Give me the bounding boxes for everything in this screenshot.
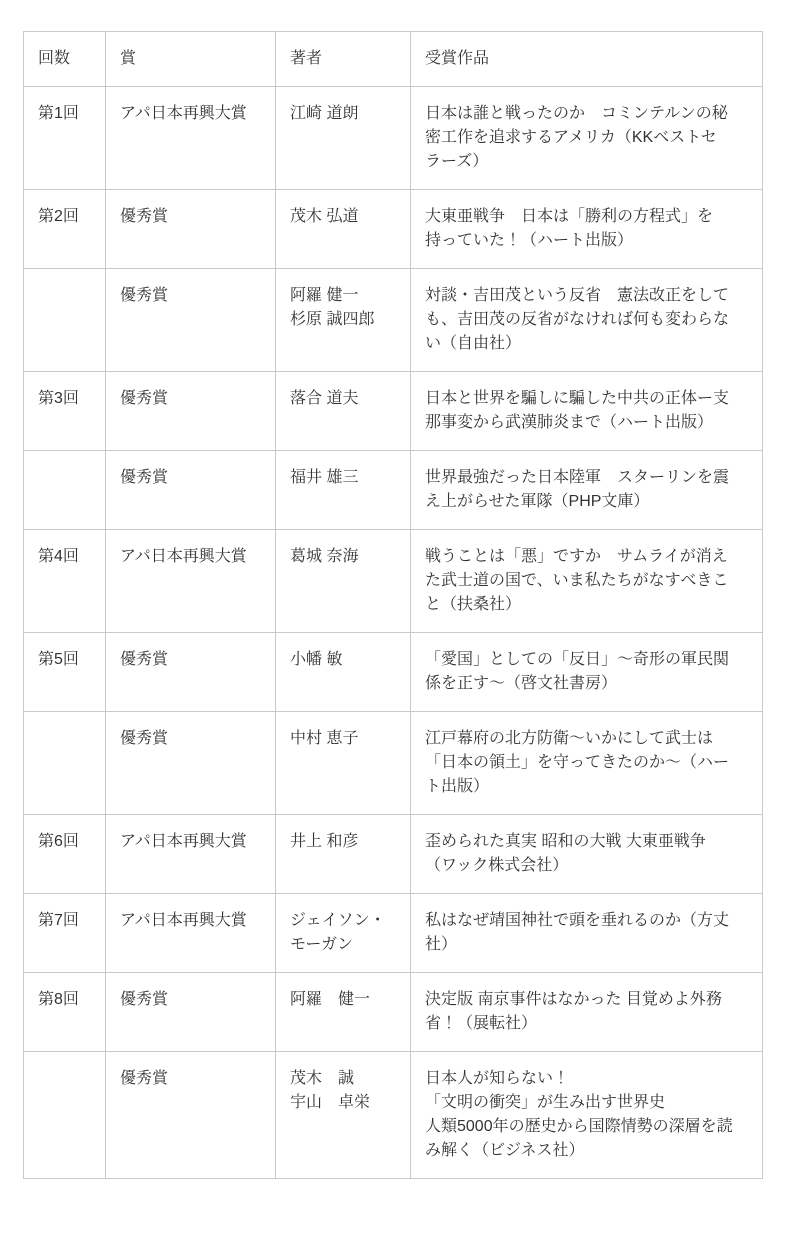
author-cell [276,190,411,269]
table-row [24,712,763,815]
round-cell: 第4回 [24,530,106,633]
award-cell: アパ日本再興大賞 [106,530,276,633]
work-line: 決定版 南京事件はなかった 目覚めよ外務省！（展転社） [425,991,722,1032]
author-line: 井上 和彦 [290,833,359,850]
award-cell: 優秀賞 [106,973,276,1052]
author-line: 江崎 道朗 [290,105,359,122]
author-line: 杉原 誠四郎 [290,311,375,328]
table-row [24,451,763,530]
work-cell [411,815,763,894]
work-cell [411,633,763,712]
table-header [24,32,763,87]
award-cell: 優秀賞 [106,372,276,451]
author-line: 葛城 奈海 [290,548,359,565]
awards-table-container [23,31,763,1179]
table-row [24,269,763,372]
round-cell: 第2回 [24,190,106,269]
author-cell [276,973,411,1052]
author-line: 落合 道夫 [290,390,359,407]
work-line: 人類5000年の歴史から国際情勢の深層を読み解く（ビジネス社） [425,1118,733,1159]
round-cell [24,451,106,530]
award-cell: 優秀賞 [106,1052,276,1179]
work-line: 私はなぜ靖国神社で頭を垂れるのか（方丈社） [425,912,730,953]
author-line: 阿羅 健一 [290,287,359,304]
work-cell [411,372,763,451]
author-cell [276,894,411,973]
table-row [24,1052,763,1179]
work-cell [411,269,763,372]
work-line: 大東亜戦争 日本は「勝利の方程式」を持っていた！（ハート出版） [425,208,714,249]
col-header-work: 受賞作品 [411,32,763,87]
work-line: 日本と世界を騙しに騙した中共の正体ー支那事変から武漢肺炎まで（ハート出版） [425,390,730,431]
work-cell [411,973,763,1052]
work-line: 対談・吉田茂という反省 憲法改正をしても、吉田茂の反省がなければ何も変わらない（自由社） [425,287,730,352]
table-row [24,190,763,269]
author-cell [276,712,411,815]
work-line: 戦うことは「悪」ですか サムライが消えた武士道の国で、いま私たちがなすべきこと（扶桑社） [425,548,729,613]
round-cell [24,269,106,372]
work-line: 日本人が知らない！ [425,1070,570,1087]
work-line: 歪められた真実 昭和の大戦 大東亜戦争（ワック株式会社） [425,833,706,874]
round-cell: 第1回 [24,87,106,190]
round-cell: 第3回 [24,372,106,451]
award-cell: 優秀賞 [106,190,276,269]
col-header-author: 著者 [276,32,411,87]
table-row [24,372,763,451]
table-row [24,894,763,973]
round-cell: 第6回 [24,815,106,894]
work-cell [411,894,763,973]
awards-table [23,31,763,1179]
work-line: 「愛国」としての「反日」～奇形の軍民関係を正す～（啓文社書房） [425,651,730,692]
author-line: 茂木 弘道 [290,208,359,225]
author-cell [276,372,411,451]
round-cell: 第7回 [24,894,106,973]
round-cell: 第5回 [24,633,106,712]
col-header-round: 回数 [24,32,106,87]
author-cell [276,530,411,633]
author-line: 福井 雄三 [290,469,359,486]
author-line: 中村 恵子 [290,730,359,747]
award-cell: 優秀賞 [106,712,276,815]
table-row [24,973,763,1052]
work-line: 日本は誰と戦ったのか コミンテルンの秘密工作を追求するアメリカ（KKベストセラーズ） [425,105,728,170]
work-line: 江戸幕府の北方防衛～いかにして武士は「日本の領土」を守ってきたのか～（ハート出版） [425,730,730,795]
author-cell [276,87,411,190]
author-line: 阿羅 健一 [290,991,371,1008]
author-cell [276,815,411,894]
work-cell [411,530,763,633]
award-cell: 優秀賞 [106,633,276,712]
table-row [24,633,763,712]
author-line: ジェイソン・モーガン [290,912,386,953]
col-header-award: 賞 [106,32,276,87]
round-cell [24,712,106,815]
author-cell [276,451,411,530]
award-cell: 優秀賞 [106,269,276,372]
award-cell: アパ日本再興大賞 [106,815,276,894]
author-line: 茂木 誠 [290,1070,355,1087]
table-row [24,87,763,190]
work-cell [411,87,763,190]
author-cell [276,633,411,712]
author-cell [276,1052,411,1179]
work-line: 「文明の衝突」が生み出す世界史 [425,1094,666,1111]
header-row [24,32,763,87]
work-line: 世界最強だった日本陸軍 スターリンを震え上がらせた軍隊（PHP文庫） [425,469,730,510]
work-cell [411,712,763,815]
work-cell [411,190,763,269]
author-cell [276,269,411,372]
work-cell [411,1052,763,1179]
work-cell [411,451,763,530]
award-cell: アパ日本再興大賞 [106,894,276,973]
award-cell: 優秀賞 [106,451,276,530]
round-cell [24,1052,106,1179]
round-cell: 第8回 [24,973,106,1052]
author-line: 宇山 卓栄 [290,1094,371,1111]
table-row [24,530,763,633]
table-row [24,815,763,894]
table-body [24,87,763,1179]
author-line: 小幡 敏 [290,651,343,668]
award-cell: アパ日本再興大賞 [106,87,276,190]
